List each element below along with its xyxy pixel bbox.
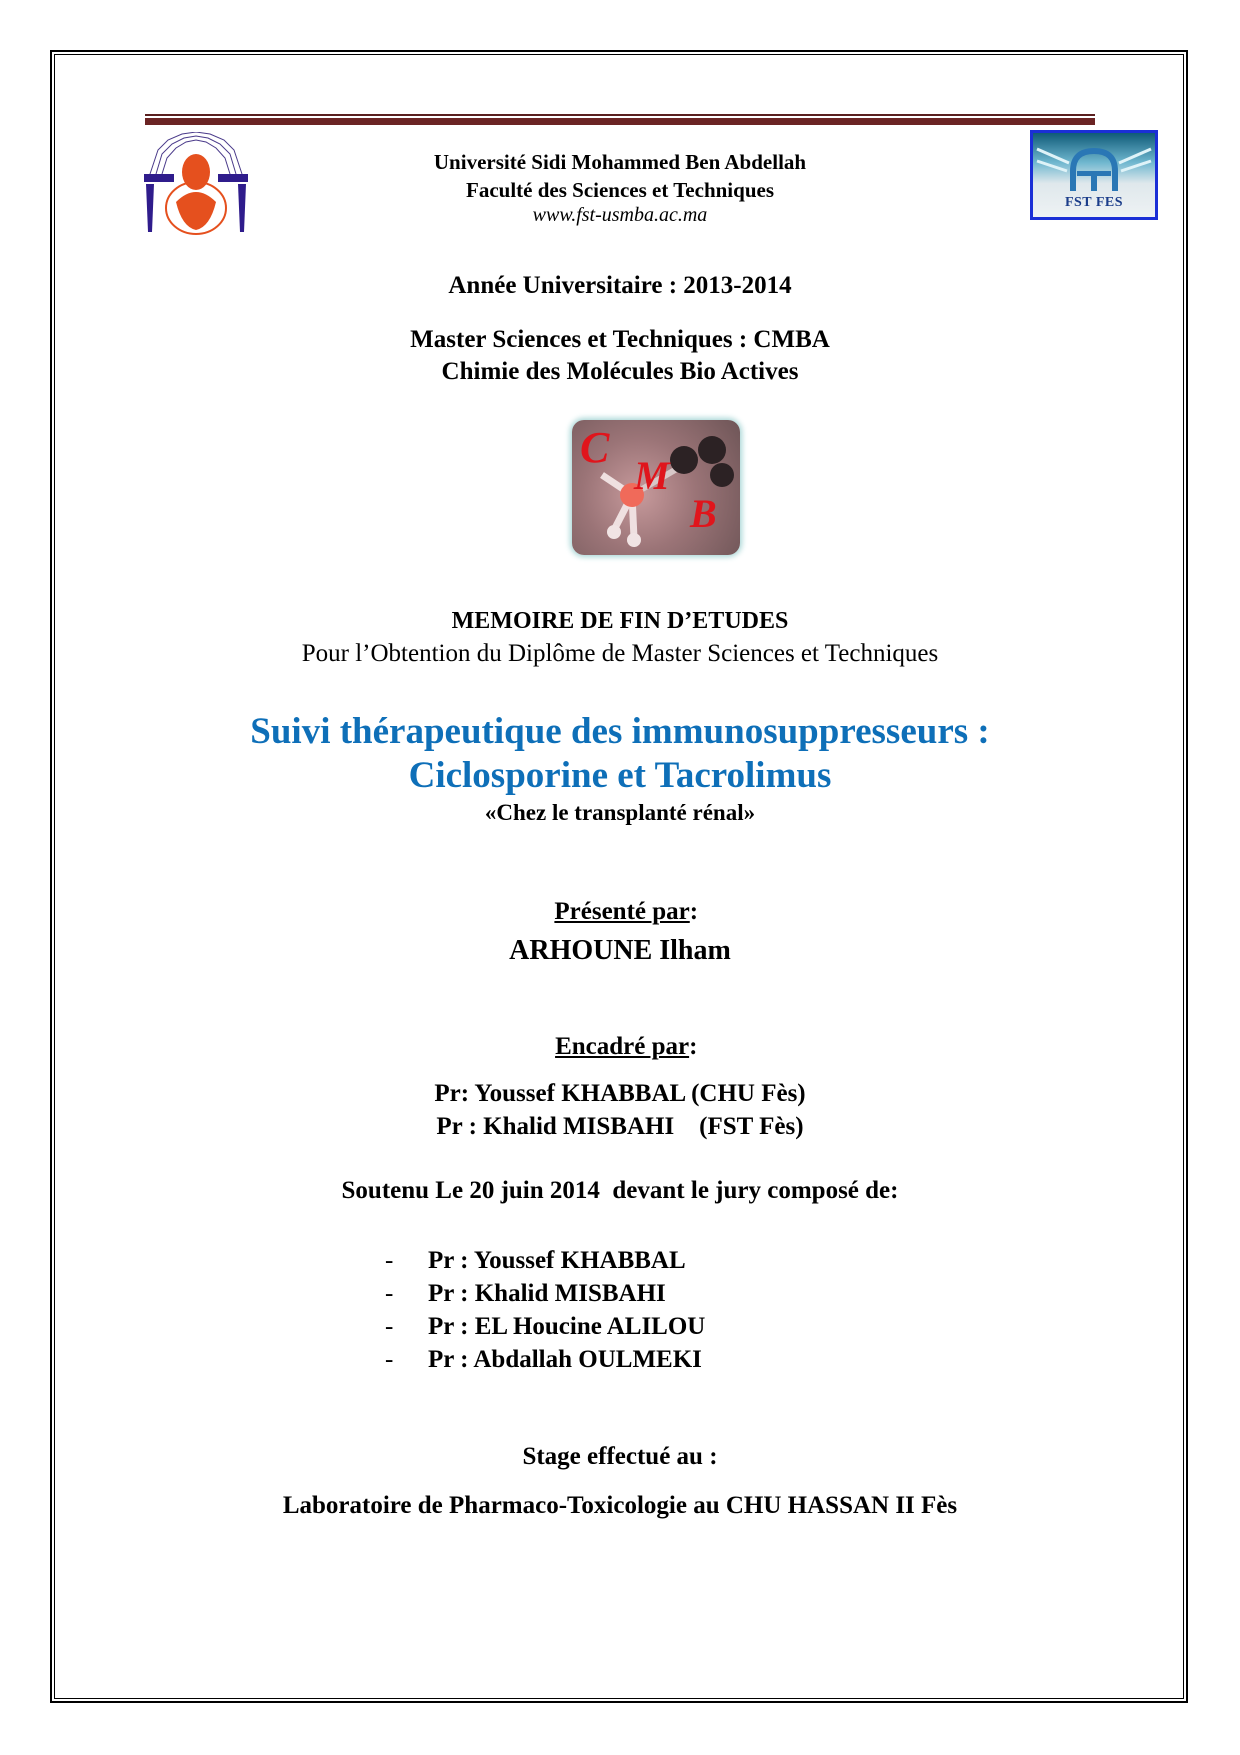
jury-member	[385, 1244, 705, 1277]
jury-list	[385, 1244, 705, 1376]
faculty-name: Faculté des Sciences et Techniques	[466, 178, 774, 202]
document-purpose: Pour l’Obtention du Diplôme de Master Sciences et Techniques	[301, 640, 939, 667]
academic-year: Année Universitaire : 2013-2014	[448, 272, 792, 299]
thesis-title-line1: Suivi thérapeutique des immunosuppresseurs :	[250, 711, 990, 752]
bullet-dash: -	[385, 1312, 394, 1340]
supervised-by-colon: :	[689, 1033, 698, 1060]
jury-member	[385, 1310, 705, 1343]
jury-member-name: Pr : EL Houcine ALILOU	[428, 1312, 706, 1340]
internship-label: Stage effectué au :	[522, 1443, 718, 1470]
supervised-by-heading	[0, 1005, 1240, 1061]
document-type: MEMOIRE DE FIN D’ETUDES	[451, 608, 789, 634]
supervisor-2: Pr : Khalid MISBAHI (FST Fès)	[436, 1113, 804, 1140]
header-rule-thick	[145, 118, 1095, 125]
bullet-dash: -	[385, 1279, 394, 1307]
master-program: Master Sciences et Techniques : CMBA	[410, 326, 830, 353]
cmb-molecule-logo-icon	[572, 420, 740, 555]
jury-member	[385, 1343, 705, 1376]
jury-member	[385, 1277, 705, 1310]
presented-by-colon: :	[689, 898, 699, 925]
defense-statement: Soutenu Le 20 juin 2014 devant le jury composé de:	[341, 1177, 899, 1204]
cmb-letter-b: B	[690, 491, 717, 536]
jury-member-name: Pr : Youssef KHABBAL	[428, 1246, 686, 1274]
website-link[interactable]: www.fst-usmba.ac.ma	[532, 204, 708, 226]
jury-member-name: Pr : Khalid MISBAHI	[428, 1279, 666, 1307]
author-name: ARHOUNE Ilham	[509, 935, 731, 966]
internship-location: Laboratoire de Pharmaco-Toxicologie au CHU HASSAN II Fès	[282, 1492, 958, 1519]
supervised-by-label: Encadré par	[555, 1033, 690, 1060]
thesis-subtitle: «Chez le transplanté rénal»	[484, 800, 756, 825]
supervisor-1: Pr: Youssef KHABBAL (CHU Fès)	[434, 1080, 806, 1107]
cmb-letter-c: C	[580, 423, 610, 472]
header-rule-thin	[145, 114, 1095, 116]
thesis-title-line2: Ciclosporine et Tacrolimus	[408, 755, 832, 796]
cmb-letter-m: M	[634, 453, 670, 498]
fst-fes-logo-label: FST FES	[1064, 195, 1124, 210]
presented-by-label: Présenté par	[554, 898, 690, 925]
university-name: Université Sidi Mohammed Ben Abdellah	[433, 150, 807, 174]
program-specialty: Chimie des Molécules Bio Actives	[441, 358, 799, 385]
bullet-dash: -	[385, 1345, 394, 1373]
bullet-dash: -	[385, 1246, 394, 1274]
jury-member-name: Pr : Abdallah OULMEKI	[428, 1345, 702, 1373]
presented-by-heading	[0, 870, 1240, 926]
